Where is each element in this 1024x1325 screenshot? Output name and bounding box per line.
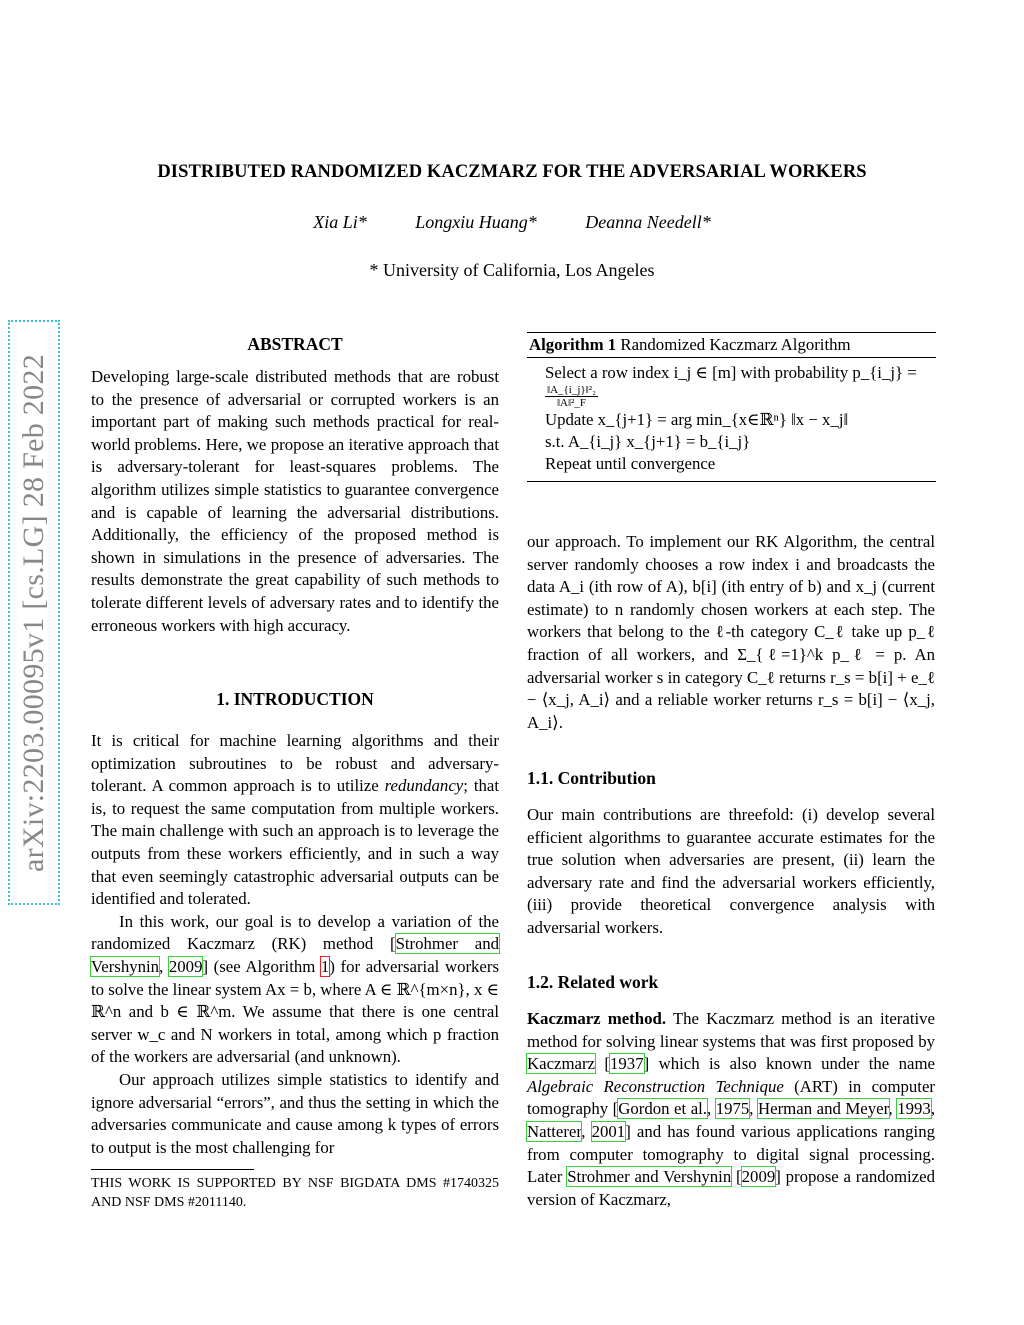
affiliation: * University of California, Los Angeles	[369, 260, 655, 280]
intro-heading: 1. INTRODUCTION	[216, 689, 374, 709]
kaczmarz-paragraph: Kaczmarz method. The Kaczmarz method is an iterative method for solving linear systems that was first proposed by Kaczmarz [1937] which is also known under the name Algebraic Reconstruction Technique (ART) in computer tomography [Gordon et al., 1975, Herman and Meyer, 1993, Natterer, 2001] and has found various applications ranging from computer tomography to digital signal processing. Later Strohmer and Vershynin [2009] propose a randomized version of Kaczmarz,	[527, 1009, 936, 1209]
citation-link[interactable]: 2001	[591, 1121, 626, 1141]
intro-paragraph-1: It is critical for machine learning algorithms and their optimization subroutines to be robust and adversary-tolerant. A common approach is to utilize redundancy; that is, to request the same computation from multiple workers. The main challenge with such an approach is to leverage the outputs from these workers efficiently, and in such a way that even seemingly catastrophic adversarial outputs can be identified and tolerated.	[91, 731, 499, 909]
abstract-text: Developing large-scale distributed methods that are robust to the presence of adversarial or corrupted workers is an important part of making such methods practical for real-world problems. Here, we propose an iterative approach that is adversary-tolerant for least-squares problems. The algorithm utilizes simple statistics to guarantee convergence and is capable of learning the adversarial distributions. Additionally, the efficiency of the proposed method is shown in simulations in the presence of adversaries. The results demonstrate the great capability of such methods to tolerate different levels of adversary rates and to identify the erroneous workers with high accuracy.	[91, 367, 499, 635]
author-3: Deanna Needell*	[585, 212, 711, 232]
citation-link[interactable]: Herman and Meyer	[758, 1099, 889, 1119]
related-work-heading: 1.2. Related work	[527, 972, 659, 992]
arxiv-stamp-text: arXiv:2203.00095v1 [cs.LG] 28 Feb 2022	[17, 353, 50, 872]
citation-link[interactable]: 2009	[741, 1167, 776, 1187]
citation-link[interactable]: Kaczmarz	[527, 1054, 596, 1074]
algorithm-fraction: $\frac{\text{‖A\_\{i\_j\}‖²₂}}{\text{‖A‖²\_F}}$	[547, 384, 596, 409]
algorithm-body	[527, 358, 936, 481]
citation-link[interactable]: Gordon et al.	[618, 1099, 707, 1119]
author-list	[0, 212, 1024, 233]
algorithm-line-1: Select a row index i_j ∈ [m] with probability p_{i_j} =	[545, 363, 917, 382]
citation-link[interactable]: Natterer	[527, 1121, 582, 1141]
paper-title: DISTRIBUTED RANDOMIZED KACZMARZ FOR THE ADVERSARIAL WORKERS	[157, 162, 867, 182]
footnote-rule	[91, 1169, 254, 1170]
contribution-heading: 1.1. Contribution	[527, 768, 656, 788]
algorithm-line-4: Repeat until convergence	[545, 454, 716, 473]
citation-link[interactable]: 1975	[715, 1099, 750, 1119]
contribution-text: Our main contributions are threefold: (i) develop several efficient algorithms to guarantee accurate estimates for the true solution when adversaries are present, (ii) learn the adversary rate and find the adversarial workers efficiently, (iii) provide theoretical convergence analysis with adversarial workers.	[527, 805, 935, 937]
intro-paragraph-3: Our approach utilizes simple statistics to identify and ignore adversarial “errors”, and thus the setting in which the adversaries communicate and cause among k types of errors to output is the most challenging for	[91, 1069, 499, 1157]
citation-link[interactable]: Strohmer and Vershynin	[91, 934, 499, 976]
intro-body	[91, 730, 499, 1159]
arxiv-stamp[interactable]	[8, 320, 60, 905]
algorithm-header: Algorithm 1 Randomized Kaczmarz Algorithm	[527, 333, 936, 358]
author-2: Longxiu Huang*	[415, 212, 537, 232]
intro-paragraph-2: In this work, our goal is to develop a variation of the randomized Kaczmarz (RK) method [Strohmer and Vershynin, 2009] (see Algorithm 1) for adversarial workers to solve the linear system Ax = b, where A ∈ ℝ^{m×n}, x ∈ ℝ^n and b ∈ ℝ^m. We assume that there is one central server w_c and N workers in total, among which p fraction of the workers are adversarial (and unknown).	[91, 911, 500, 1067]
citation-link[interactable]: 1993	[897, 1099, 931, 1119]
algorithm-ref-link[interactable]: 1	[320, 956, 330, 976]
abstract-heading: ABSTRACT	[247, 334, 343, 354]
algorithm-line-3: s.t. A_{i_j} x_{j+1} = b_{i_j}	[545, 432, 751, 451]
footnote: THIS WORK IS SUPPORTED BY NSF BIGDATA DMS #1740325 AND NSF DMS #2011140.	[91, 1176, 499, 1210]
citation-link[interactable]: 2009	[168, 956, 203, 976]
citation-link[interactable]: 1937	[610, 1054, 644, 1074]
algorithm-line-2: Update x_{j+1} = arg min_{x∈ℝⁿ} ‖x − x_j‖	[545, 410, 849, 429]
algorithm-box	[527, 332, 936, 482]
citation-link[interactable]: Strohmer and Vershynin	[567, 1167, 732, 1187]
approach-paragraph: our approach. To implement our RK Algorithm, the central server randomly chooses a row index i and broadcasts the data A_i (ith row of A), b[i] (ith entry of b) and x_j (current estimate) to n randomly chosen workers at each step. The workers that belong to the ℓ-th category C_ℓ take up p_ℓ fraction of all workers, and Σ_{ℓ=1}^k p_ℓ = p. An adversarial worker s in category C_ℓ returns r_s = b[i] + e_ℓ − ⟨x_j, A_i⟩ and a reliable worker returns r_s = b[i] − ⟨x_j, A_i⟩.	[527, 532, 935, 732]
author-1: Xia Li*	[313, 212, 367, 232]
